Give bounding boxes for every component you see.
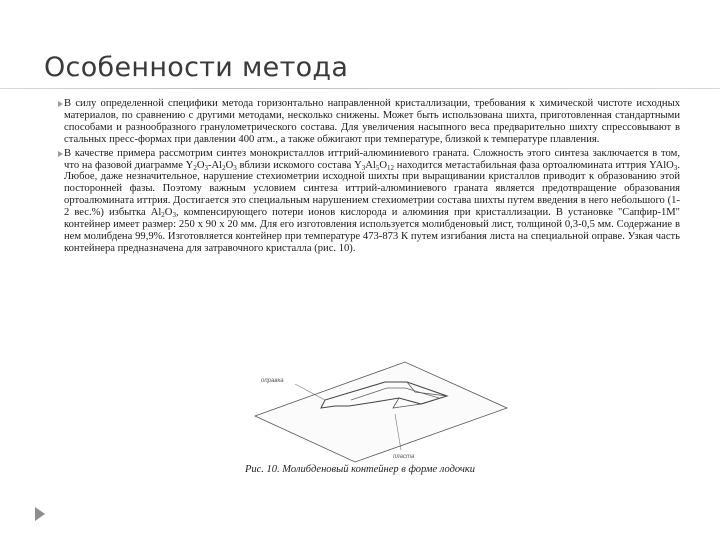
title-divider bbox=[0, 88, 720, 89]
bullet-text-2 bbox=[64, 148, 680, 254]
subscript: 5 bbox=[375, 163, 380, 172]
bullet-item-1 bbox=[40, 98, 680, 146]
text-run: O bbox=[225, 159, 234, 171]
subscript: 2 bbox=[161, 211, 165, 220]
bullet-list bbox=[40, 98, 680, 255]
subscript: 3 bbox=[204, 163, 208, 172]
text-run: , компенсирующего потери ионов кислорода и алюминия при кристаллизации. В установке "Сапфир-1М" контейнер имеет размер: 250 x 90 x 20 мм. Для его изготовления используется молибденовый лист, толщиной 0,3-0,5 мм. Содержание в нем молибдена 99,9%. Изготовляется контейнер при температуре 473-873 К путем изгибания листа на специальной оправе. Узкая часть контейнера предназначена для затравочного кристалла (рис. 10). bbox=[64, 207, 680, 254]
text-run: В качестве примера рассмотрим синтез монокристаллов иттрий-алюминиевого граната. Сложность этого синтеза заключается в том, что на фазовой диаграмме Y bbox=[64, 147, 680, 171]
text-run: O bbox=[379, 159, 387, 171]
subscript: 2 bbox=[193, 163, 197, 172]
subscript: 3 bbox=[361, 163, 366, 172]
bullet-item-2 bbox=[40, 148, 680, 255]
text-run: -Al bbox=[207, 159, 223, 171]
slide-nav-arrow-icon[interactable] bbox=[35, 507, 45, 521]
subscript: 3 bbox=[172, 211, 176, 220]
text-run: Al bbox=[365, 159, 376, 171]
subscript: 3 bbox=[673, 163, 678, 172]
subscript: 12 bbox=[387, 163, 394, 172]
text-run: O bbox=[164, 207, 173, 219]
text-run: находится метастабильная фаза ортоалюмината иттрия YAlO bbox=[394, 159, 674, 171]
bullet-text-1 bbox=[64, 98, 680, 145]
subscript: 2 bbox=[222, 163, 226, 172]
slide-title: Особенности метода bbox=[44, 52, 349, 83]
text-run: O bbox=[196, 159, 205, 171]
text-run: . Любое, даже незначительное, нарушение стехиометрии исходной шихты при выращивании кристаллов приводит к образованию этой посторонней фазы. Поэтому важным условием синтеза иттрий-алюминиевого граната является предотвращение образования ортоалюмината иттрия. Достигается это специальным нарушением стехиометрии состава шихты путем введения в него небольшого (1-2 вес.%) избытка Al bbox=[64, 159, 680, 219]
bullet-arrow-icon bbox=[58, 101, 63, 107]
subscript: 3 bbox=[233, 163, 237, 172]
text-run: В силу определенной специфики метода горизонтально направленной кристаллизации, требования к химической чистоте исходных материалов, по сравнению с другими методами, несколько снижены. Может быть использована шихта, приготовленная стандартными способами и разнообразного гранулометрического состава. Для увеличения насыпного веса предварительно шихту спрессовывают в стальных пресс-формах при давлении 400 атм., а также обжигают при температуре, близкой к температуре плавления. bbox=[64, 98, 680, 145]
text-run: вблизи искомого состава Y bbox=[236, 159, 362, 171]
bullet-arrow-icon bbox=[58, 151, 63, 157]
label-mandrel: оправка bbox=[261, 378, 284, 384]
boat-container-figure bbox=[225, 356, 515, 466]
label-sheet: пласта bbox=[393, 454, 415, 460]
mandrel-sheet bbox=[255, 362, 507, 462]
figure-caption: Рис. 10. Молибденовый контейнер в форме лодочки bbox=[244, 464, 476, 475]
